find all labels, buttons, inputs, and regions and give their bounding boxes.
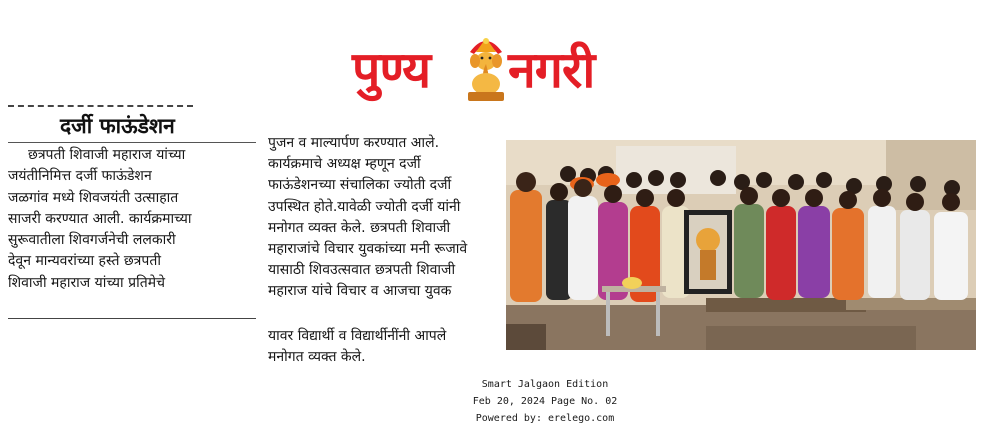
- powered-by: Powered by: erelego.com: [475, 413, 615, 424]
- column-line: महाराज यांचे विचार व आजचा युवक: [268, 283, 452, 300]
- article-line: छत्रपती शिवाजी महाराज यांच्या: [28, 147, 186, 163]
- masthead-title-left: पुण्य: [352, 41, 431, 99]
- column-line: महाराजांचे विचार युवकांच्या मनी रूजावे: [268, 241, 468, 258]
- column-line: मनोगत व्यक्त केले.: [268, 348, 366, 365]
- bottom-divider: [8, 318, 256, 319]
- article-line: देवून मान्यवरांच्या हस्ते छत्रपती: [8, 253, 161, 270]
- article-line: सुरूवातीला शिवगर्जनेची ललकारी: [8, 232, 176, 249]
- left-article: [8, 105, 256, 320]
- masthead: [350, 34, 655, 118]
- column-line: यासाठी शिवउत्सवात छत्रपती शिवाजी: [268, 262, 456, 279]
- article-heading: दर्जी फाऊंडेशन: [60, 114, 175, 138]
- article-line: जयंतीनिमित्त दर्जी फाऊंडेशन: [8, 168, 152, 185]
- edition-name: Smart Jalgaon Edition: [481, 379, 609, 390]
- dashed-divider: [8, 105, 193, 107]
- column-line: उपस्थित होते.यावेळी ज्योती दर्जी यांनी: [268, 198, 461, 215]
- ganesha-logo-icon: [464, 34, 508, 104]
- column-line: मनोगत व्यक्त केले. छत्रपती शिवाजी: [268, 219, 451, 236]
- continued-column: [268, 133, 508, 368]
- edition-footer: [430, 376, 660, 427]
- article-line: जळगांव मध्ये शिवजयंती उत्साहात: [8, 189, 179, 206]
- edition-date-page: Feb 20, 2024 Page No. 02: [472, 396, 618, 407]
- event-photo: [506, 140, 976, 350]
- masthead-title-right: नगरी: [508, 41, 595, 99]
- column-line: यावर विद्यार्थी व विद्यार्थीनींनी आपले: [268, 327, 447, 344]
- article-body: [8, 145, 256, 294]
- column-line: कार्यक्रमाचे अध्यक्ष म्हणून दर्जी: [268, 156, 421, 173]
- heading-divider: [8, 142, 256, 143]
- group-photo-illustration: [506, 140, 976, 350]
- column-line: पुजन व माल्यार्पण करण्यात आले.: [268, 135, 440, 151]
- column-line: फाऊंडेशनच्या संचालिका ज्योती दर्जी: [268, 177, 452, 194]
- article-line: शिवाजी महाराज यांच्या प्रतिमेचे: [8, 274, 165, 291]
- article-line: साजरी करण्यात आली. कार्यक्रमाच्या: [8, 210, 192, 227]
